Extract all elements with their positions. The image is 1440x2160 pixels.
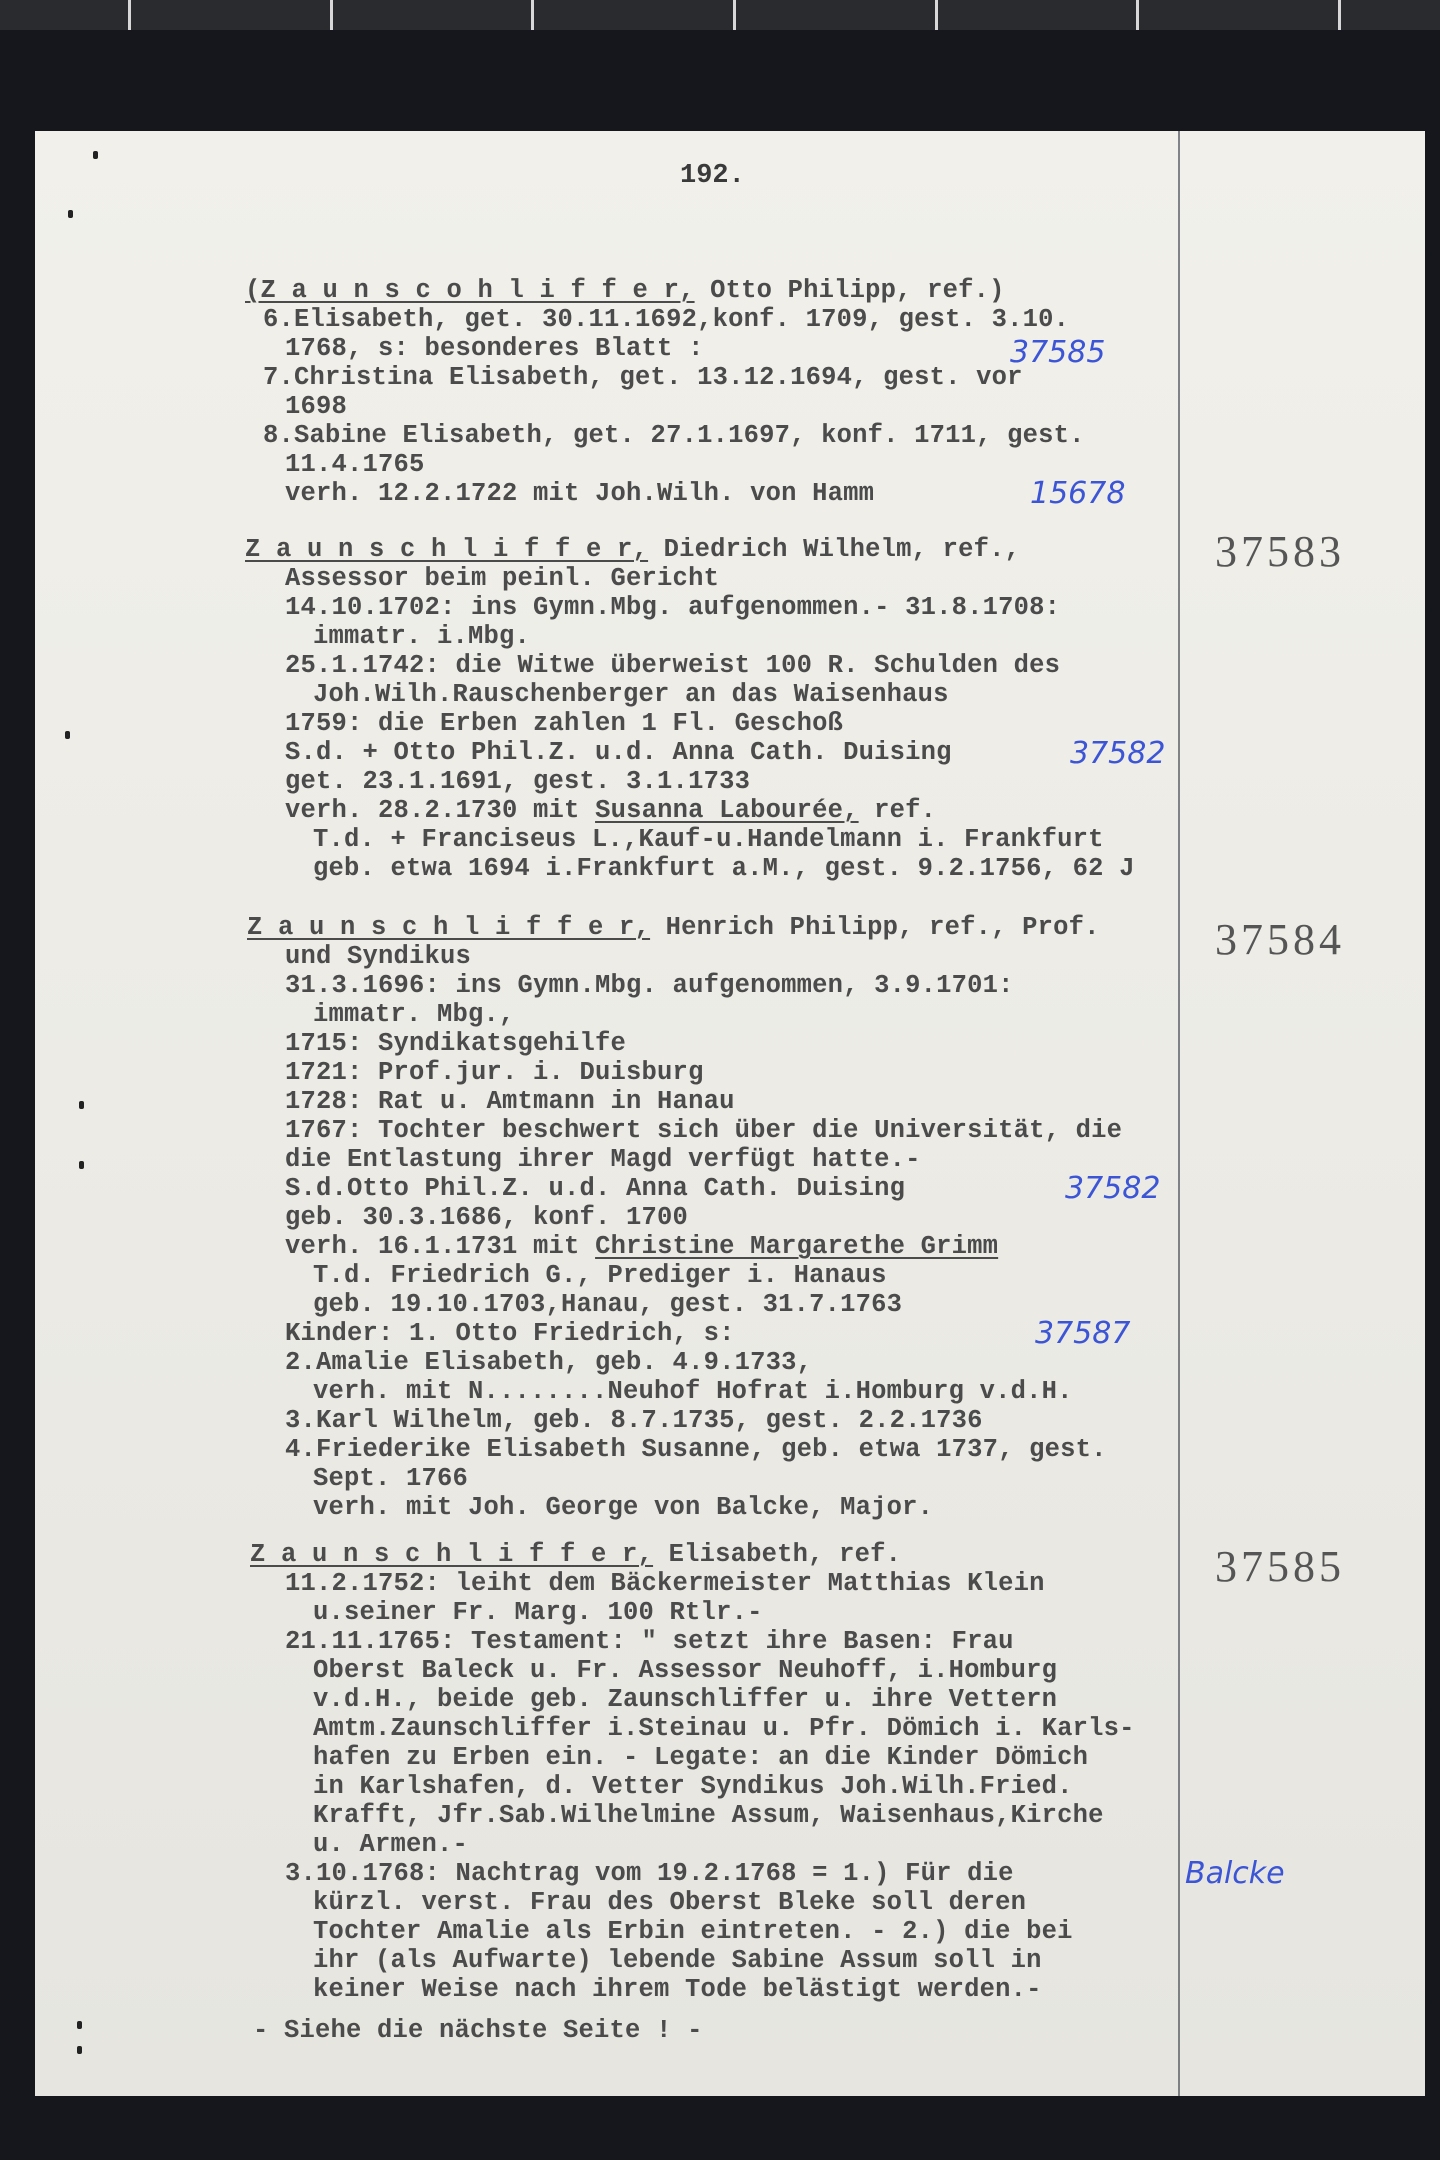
surname: Z a u n s c h l i f f e r, xyxy=(247,913,651,942)
grid-line xyxy=(733,0,736,30)
entry-line: verh. 12.2.1722 mit Joh.Wilh. von Hamm xyxy=(285,479,875,508)
margin-rule xyxy=(1178,131,1180,2096)
entry-line: verh. mit N........Neuhof Hofrat i.Homburg v.d.H. xyxy=(313,1377,1073,1406)
marriage-text: verh. 28.2.1730 mit xyxy=(285,796,596,825)
entry-line: Kinder: 1. Otto Friedrich, s: xyxy=(285,1319,735,1348)
entry-line: get. 23.1.1691, gest. 3.1.1733 xyxy=(285,767,751,796)
entry-line: v.d.H., beide geb. Zaunschliffer u. ihre Vettern xyxy=(313,1685,1058,1714)
entry-line: immatr. i.Mbg. xyxy=(313,622,531,651)
entry-line: kürzl. verst. Frau des Oberst Bleke soll deren xyxy=(313,1888,1027,1917)
grid-line xyxy=(330,0,333,30)
entry-line: Oberst Baleck u. Fr. Assessor Neuhoff, i.Homburg xyxy=(313,1656,1058,1685)
spouse-rest: ref. xyxy=(858,796,937,825)
entry-line: keiner Weise nach ihrem Tode belästigt werden.- xyxy=(313,1975,1042,2004)
record-stamp: 37583 xyxy=(1215,527,1345,576)
handwritten-ref: 15678 xyxy=(1030,476,1126,511)
header-rest: Elisabeth, ref. xyxy=(653,1540,902,1569)
entry-line: 11.2.1752: leiht dem Bäckermeister Matthias Klein xyxy=(285,1569,1045,1598)
entry-line: verh. mit Joh. George von Balcke, Major. xyxy=(313,1493,934,1522)
document-page xyxy=(35,131,1425,2096)
record-stamp: 37585 xyxy=(1215,1542,1345,1591)
grid-line xyxy=(128,0,131,30)
grid-line xyxy=(1338,0,1341,30)
entry-line xyxy=(285,1233,998,1261)
handwritten-ref: 37582 xyxy=(1065,1171,1161,1206)
surname: Z a u n s c h l i f f e r, xyxy=(250,1540,654,1569)
punch-mark xyxy=(93,151,98,159)
entry-line: die Entlastung ihrer Magd verfügt hatte.- xyxy=(285,1145,921,1174)
punch-mark xyxy=(77,2046,82,2054)
entry-line: 25.1.1742: die Witwe überweist 100 R. Schulden des xyxy=(285,651,1061,680)
handwritten-ref: Balcke xyxy=(1185,1856,1285,1891)
entry-line: geb. etwa 1694 i.Frankfurt a.M., gest. 9.2.1756, 62 J xyxy=(313,854,1135,883)
entry-header xyxy=(245,536,1020,564)
grid-line xyxy=(935,0,938,30)
entry-line: Joh.Wilh.Rauschenberger an das Waisenhaus xyxy=(313,680,949,709)
scan-grid-strip xyxy=(0,0,1440,30)
entry-line: geb. 30.3.1686, konf. 1700 xyxy=(285,1203,689,1232)
entry-line: 31.3.1696: ins Gymn.Mbg. aufgenommen, 3.9.1701: xyxy=(285,971,1014,1000)
entry-line: T.d. + Franciseus L.,Kauf-u.Handelmann i. Frankfurt xyxy=(313,825,1104,854)
entry-line: u. Armen.- xyxy=(313,1830,469,1859)
header-rest: Diedrich Wilhelm, ref., xyxy=(648,535,1021,564)
entry-line: u.seiner Fr. Marg. 100 Rtlr.- xyxy=(313,1598,763,1627)
punch-mark xyxy=(79,1161,84,1169)
entry-line: in Karlshafen, d. Vetter Syndikus Joh.Wilh.Fried. xyxy=(313,1772,1073,1801)
entry-line: 1698 xyxy=(285,392,348,421)
entry-line: Sept. 1766 xyxy=(313,1464,469,1493)
entry-line: immatr. Mbg., xyxy=(313,1000,515,1029)
entry-line: 7.Christina Elisabeth, get. 13.12.1694, gest. vor xyxy=(263,363,1023,392)
entry-line: 1768, s: besonderes Blatt : xyxy=(285,334,704,363)
entry-header xyxy=(245,277,1005,305)
entry-line: und Syndikus xyxy=(285,942,472,971)
entry-line: 3.Karl Wilhelm, geb. 8.7.1735, gest. 2.2.1736 xyxy=(285,1406,983,1435)
entry-line: Amtm.Zaunschliffer i.Steinau u. Pfr. Dömich i. Karls- xyxy=(313,1714,1135,1743)
entry-line: 21.11.1765: Testament: " setzt ihre Basen: Frau xyxy=(285,1627,1014,1656)
entry-line: 8.Sabine Elisabeth, get. 27.1.1697, konf. 1711, gest. xyxy=(263,421,1085,450)
entry-line: S.d.Otto Phil.Z. u.d. Anna Cath. Duising xyxy=(285,1174,906,1203)
punch-mark xyxy=(65,731,70,739)
grid-line xyxy=(531,0,534,30)
grid-line xyxy=(1136,0,1139,30)
entry-line: ihr (als Aufwarte) lebende Sabine Assum soll in xyxy=(313,1946,1042,1975)
entry-line: 14.10.1702: ins Gymn.Mbg. aufgenommen.- 31.8.1708: xyxy=(285,593,1061,622)
continuation-note: - Siehe die nächste Seite ! - xyxy=(253,2016,703,2045)
punch-mark xyxy=(79,1101,84,1109)
entry-line: Tochter Amalie als Erbin eintreten. - 2.) die bei xyxy=(313,1917,1073,1946)
spouse-name: Christine Margarethe Grimm xyxy=(595,1232,999,1261)
entry-line: S.d. + Otto Phil.Z. u.d. Anna Cath. Duising xyxy=(285,738,952,767)
entry-line: 1767: Tochter beschwert sich über die Universität, die xyxy=(285,1116,1123,1145)
marriage-text: verh. 16.1.1731 mit xyxy=(285,1232,596,1261)
entry-line: 6.Elisabeth, get. 30.11.1692,konf. 1709, gest. 3.10. xyxy=(263,305,1070,334)
entry-line: geb. 19.10.1703,Hanau, gest. 31.7.1763 xyxy=(313,1290,903,1319)
punch-mark xyxy=(68,210,73,218)
entry-line: 1728: Rat u. Amtmann in Hanau xyxy=(285,1087,735,1116)
entry-line: 11.4.1765 xyxy=(285,450,425,479)
entry-line: hafen zu Erben ein. - Legate: an die Kinder Dömich xyxy=(313,1743,1089,1772)
entry-line xyxy=(285,797,936,825)
handwritten-ref: 37585 xyxy=(1010,335,1106,370)
header-rest: Otto Philipp, ref.) xyxy=(694,276,1005,305)
entry-line: 1715: Syndikatsgehilfe xyxy=(285,1029,627,1058)
record-stamp: 37584 xyxy=(1215,915,1345,964)
entry-line: 3.10.1768: Nachtrag vom 19.2.1768 = 1.) Für die xyxy=(285,1859,1014,1888)
entry-line: 4.Friederike Elisabeth Susanne, geb. etwa 1737, gest. xyxy=(285,1435,1107,1464)
entry-line: 1759: die Erben zahlen 1 Fl. Geschoß xyxy=(285,709,844,738)
surname: (Z a u n s c o h l i f f e r, xyxy=(245,276,695,305)
entry-line: T.d. Friedrich G., Prediger i. Hanaus xyxy=(313,1261,887,1290)
handwritten-ref: 37582 xyxy=(1070,736,1166,771)
entry-line: 2.Amalie Elisabeth, geb. 4.9.1733, xyxy=(285,1348,813,1377)
handwritten-ref: 37587 xyxy=(1035,1316,1131,1351)
header-rest: Henrich Philipp, ref., Prof. xyxy=(650,913,1100,942)
page-number: 192. xyxy=(680,161,745,191)
surname: Z a u n s c h l i f f e r, xyxy=(245,535,649,564)
entry-line: Assessor beim peinl. Gericht xyxy=(285,564,720,593)
entry-header xyxy=(247,914,1100,942)
spouse-name: Susanna Labourée, xyxy=(595,796,859,825)
entry-line: 1721: Prof.jur. i. Duisburg xyxy=(285,1058,704,1087)
entry-line: Krafft, Jfr.Sab.Wilhelmine Assum, Waisenhaus,Kirche xyxy=(313,1801,1104,1830)
entry-header xyxy=(250,1541,901,1569)
punch-mark xyxy=(77,2021,82,2029)
